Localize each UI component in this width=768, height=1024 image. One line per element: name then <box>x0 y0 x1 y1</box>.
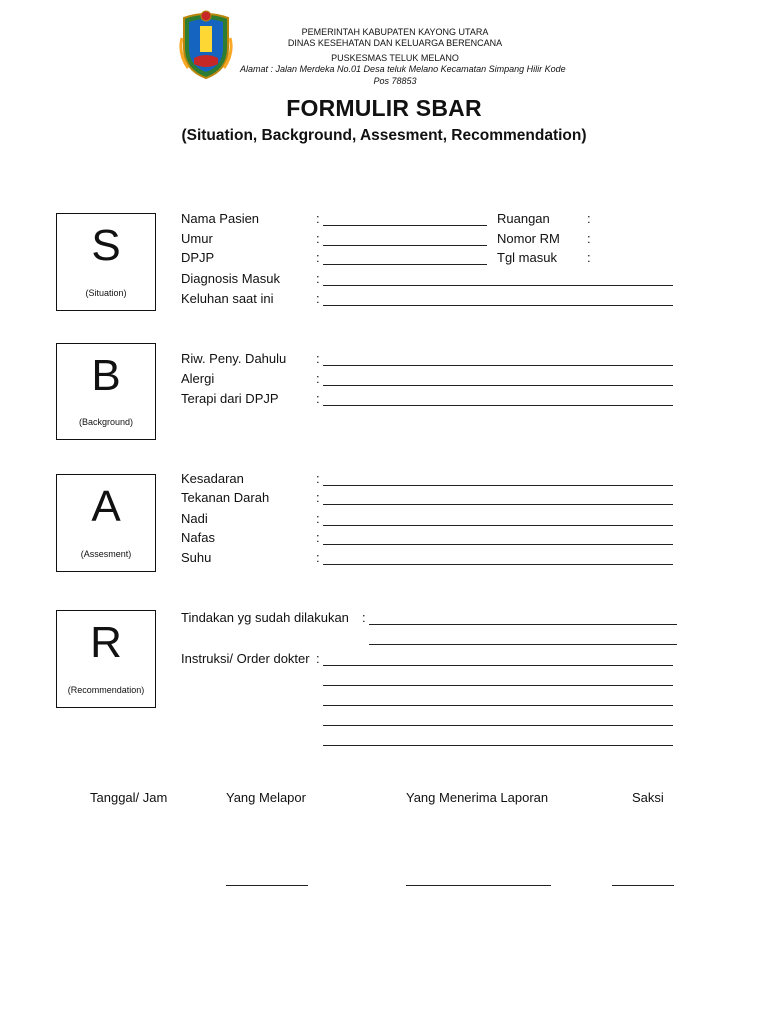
assessment-caption: (Assesment) <box>80 549 132 559</box>
header-department: DINAS KESEHATAN DAN KELUARGA BERENCANA <box>287 38 503 48</box>
tekanan-darah-field[interactable] <box>323 504 673 505</box>
label-dpjp: DPJP <box>181 250 215 265</box>
recommendation-caption: (Recommendation) <box>67 685 145 695</box>
label-nomor-rm: Nomor RM <box>497 231 560 246</box>
label-riwayat: Riw. Peny. Dahulu <box>181 351 287 366</box>
assessment-box <box>56 474 156 572</box>
regency-emblem-logo <box>178 8 234 80</box>
colon: : <box>316 530 320 545</box>
recommendation-box <box>56 610 156 708</box>
keluhan-field[interactable] <box>323 305 673 306</box>
situation-box <box>56 213 156 311</box>
colon: : <box>316 550 320 565</box>
umur-field[interactable] <box>323 245 487 246</box>
instruksi-field-line-2[interactable] <box>323 685 673 686</box>
colon: : <box>362 610 366 625</box>
colon: : <box>587 231 591 246</box>
colon: : <box>316 391 320 406</box>
label-umur: Umur <box>181 231 213 246</box>
instruksi-field-line-3[interactable] <box>323 705 673 706</box>
background-letter: B <box>91 351 121 400</box>
assessment-letter: A <box>91 482 121 531</box>
dpjp-field[interactable] <box>323 264 487 265</box>
colon: : <box>316 651 320 666</box>
label-nama-pasien: Nama Pasien <box>181 211 260 226</box>
form-subtitle: (Situation, Background, Assesment, Recommendation) <box>181 127 587 144</box>
instruksi-field[interactable] <box>323 665 673 666</box>
kesadaran-field[interactable] <box>323 485 673 486</box>
nafas-field[interactable] <box>323 544 673 545</box>
label-diagnosis-masuk: Diagnosis Masuk <box>181 271 280 286</box>
colon: : <box>316 490 320 505</box>
situation-letter: S <box>91 221 121 270</box>
background-caption: (Background) <box>78 417 134 427</box>
label-saksi: Saksi <box>632 790 664 805</box>
label-nadi: Nadi <box>181 511 208 526</box>
colon: : <box>316 511 320 526</box>
label-instruksi: Instruksi/ Order dokter <box>181 651 310 666</box>
alergi-field[interactable] <box>323 385 673 386</box>
signature-line-saksi[interactable] <box>612 885 674 886</box>
form-title: FORMULIR SBAR <box>286 95 482 121</box>
colon: : <box>316 211 320 226</box>
label-suhu: Suhu <box>181 550 212 565</box>
recommendation-letter: R <box>90 618 122 667</box>
label-nafas: Nafas <box>181 530 215 545</box>
colon: : <box>316 231 320 246</box>
diagnosis-field[interactable] <box>323 285 673 286</box>
signature-line-melapor[interactable] <box>226 885 308 886</box>
suhu-field[interactable] <box>323 564 673 565</box>
label-tanggal-jam: Tanggal/ Jam <box>90 790 168 805</box>
header-postcode: Pos 78853 <box>373 76 417 86</box>
situation-caption: (Situation) <box>85 288 127 298</box>
instruksi-field-line-5[interactable] <box>323 745 673 746</box>
label-yang-melapor: Yang Melapor <box>226 790 306 805</box>
nama-pasien-field[interactable] <box>323 225 487 226</box>
header-puskesmas: PUSKESMAS TELUK MELANO <box>331 53 459 63</box>
tindakan-field-line-2[interactable] <box>369 644 677 645</box>
colon: : <box>587 211 591 226</box>
header-government: PEMERINTAH KABUPATEN KAYONG UTARA <box>301 27 489 37</box>
colon: : <box>316 271 320 286</box>
colon: : <box>316 291 320 306</box>
label-kesadaran: Kesadaran <box>181 471 244 486</box>
label-yang-menerima: Yang Menerima Laporan <box>406 790 549 805</box>
label-alergi: Alergi <box>181 371 215 386</box>
tindakan-field[interactable] <box>369 624 677 625</box>
colon: : <box>316 471 320 486</box>
colon: : <box>316 250 320 265</box>
riwayat-field[interactable] <box>323 365 673 366</box>
label-tgl-masuk: Tgl masuk <box>497 250 557 265</box>
label-terapi: Terapi dari DPJP <box>181 391 279 406</box>
signature-line-menerima[interactable] <box>406 885 551 886</box>
label-keluhan: Keluhan saat ini <box>181 291 274 306</box>
header-address: Alamat : Jalan Merdeka No.01 Desa teluk Melano Kecamatan Simpang Hilir Kode <box>240 64 566 74</box>
instruksi-field-line-4[interactable] <box>323 725 673 726</box>
colon: : <box>587 250 591 265</box>
background-box <box>56 343 156 440</box>
label-tekanan-darah: Tekanan Darah <box>181 490 270 505</box>
label-ruangan: Ruangan <box>497 211 550 226</box>
label-tindakan: Tindakan yg sudah dilakukan <box>181 610 349 625</box>
terapi-field[interactable] <box>323 405 673 406</box>
nadi-field[interactable] <box>323 525 673 526</box>
colon: : <box>316 371 320 386</box>
colon: : <box>316 351 320 366</box>
